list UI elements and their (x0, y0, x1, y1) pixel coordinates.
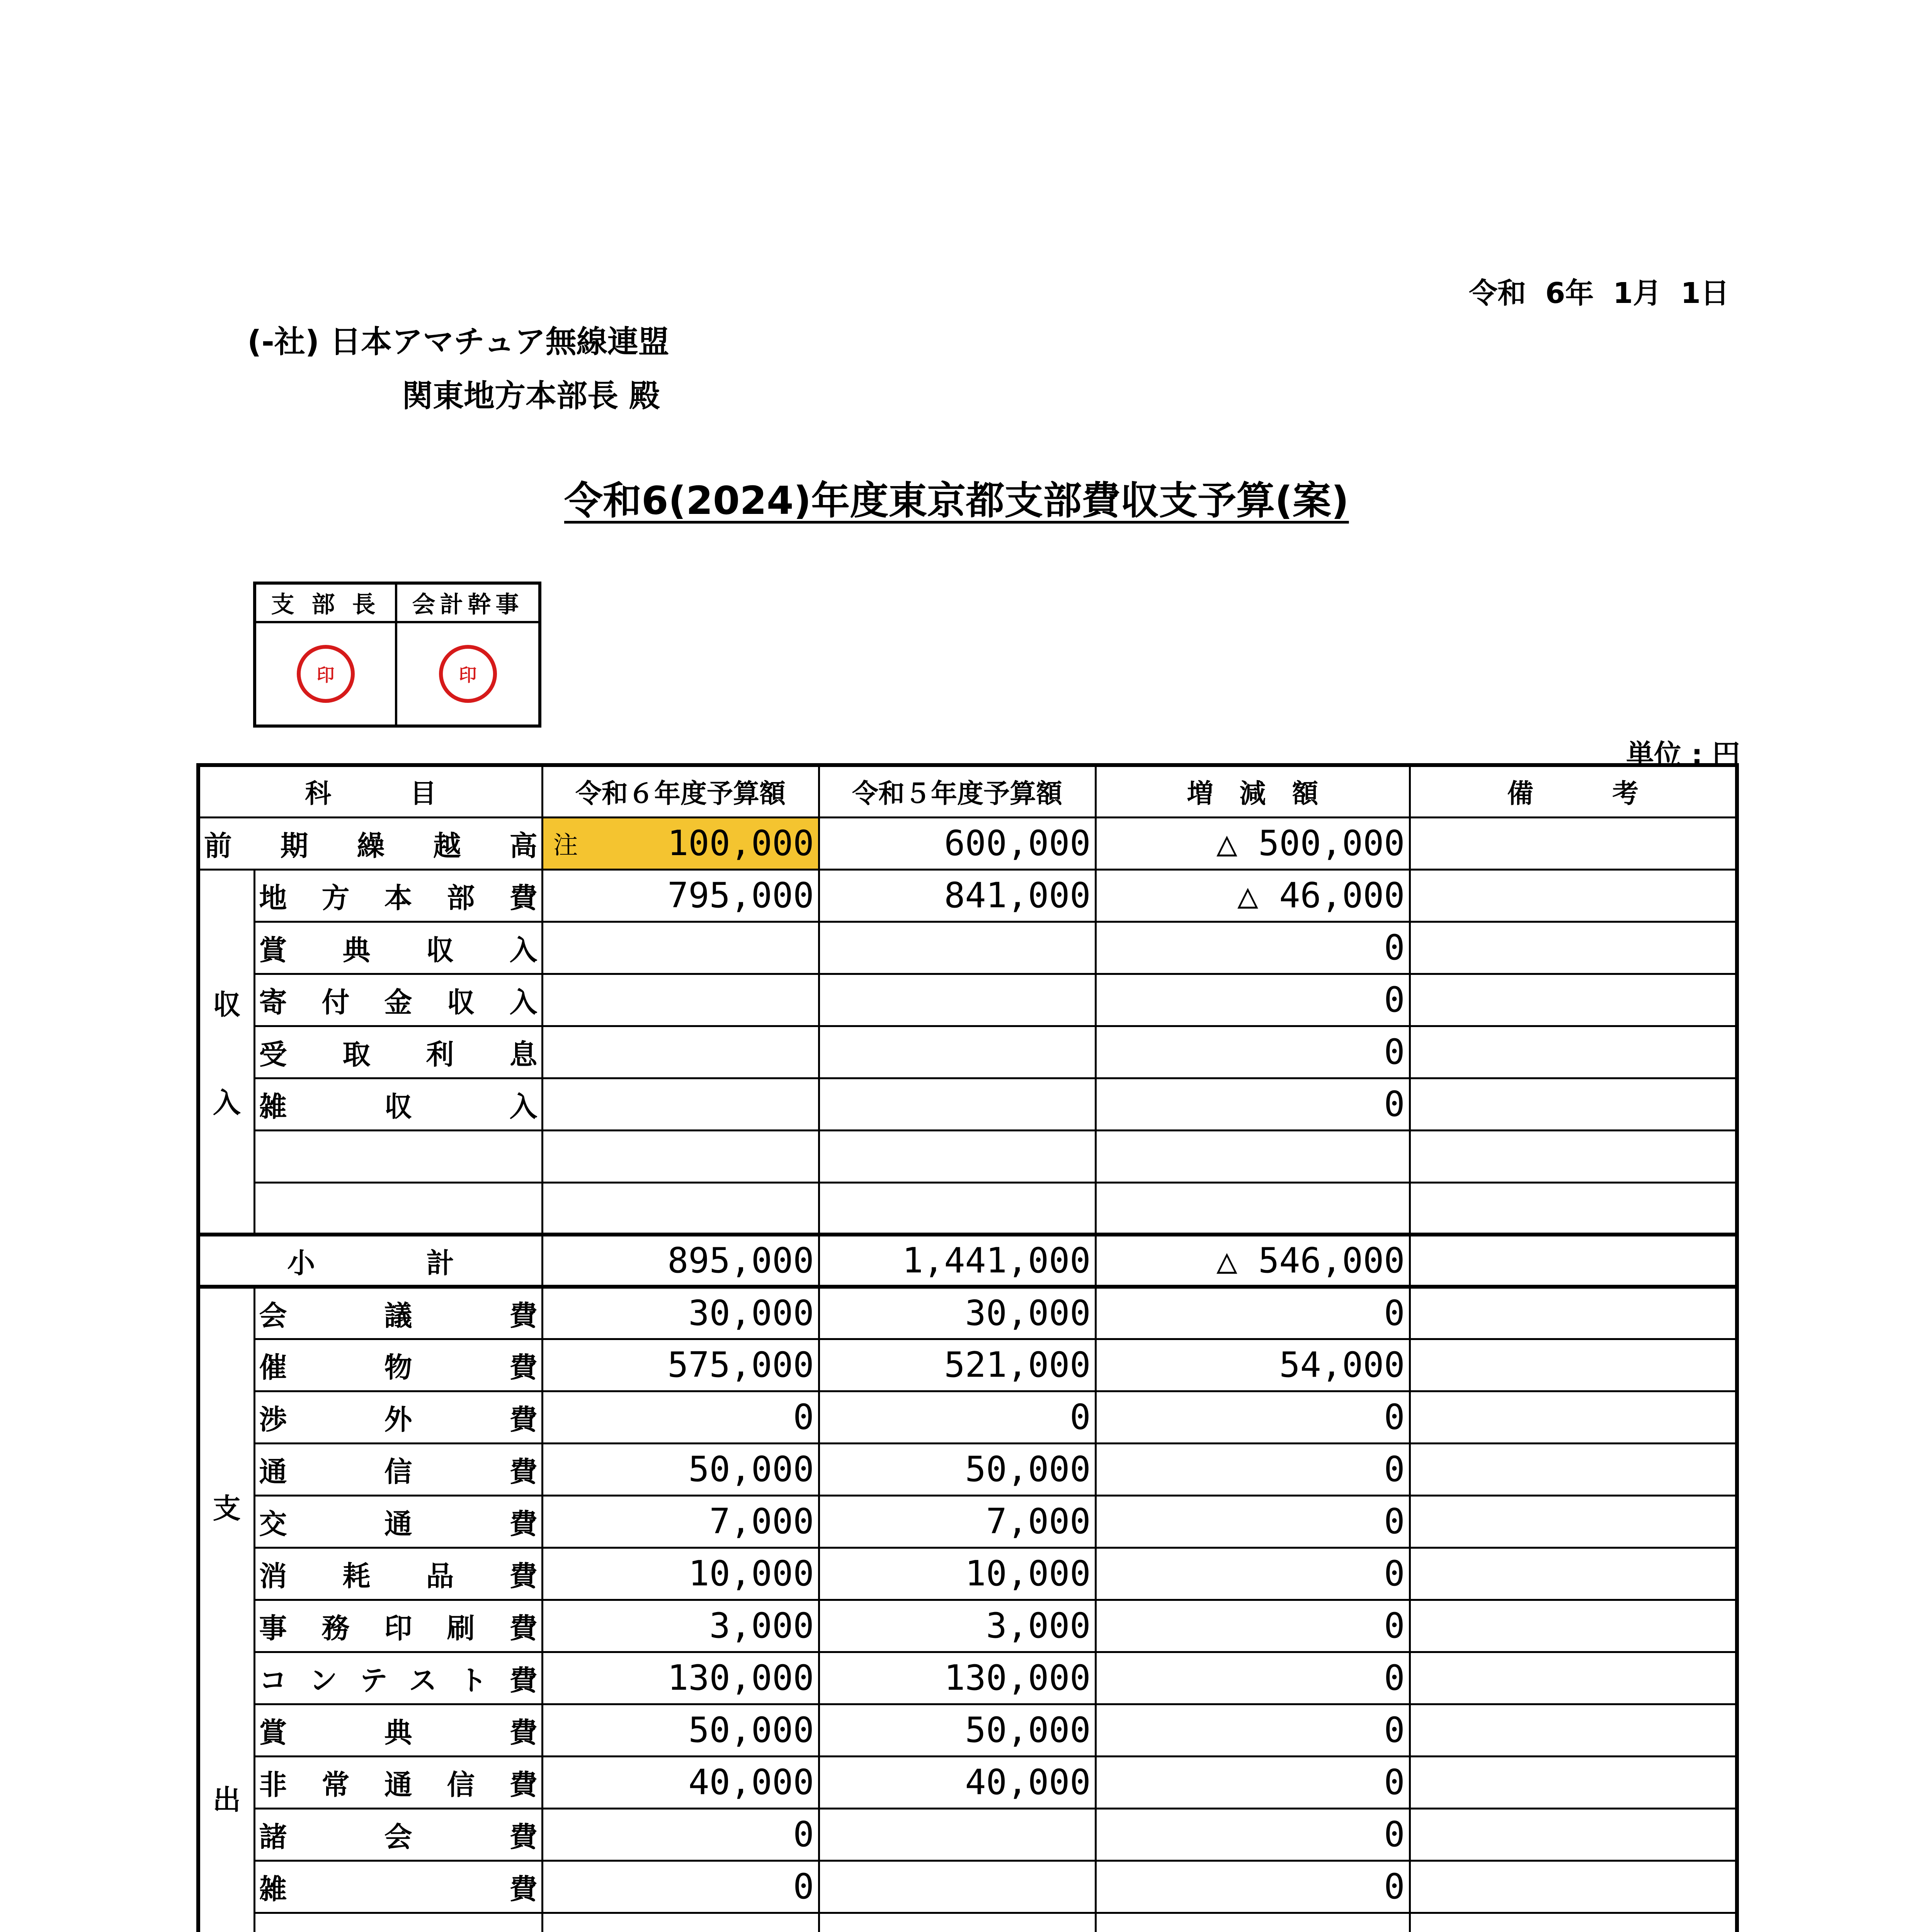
cell-diff: 0 (1096, 1391, 1410, 1443)
document-date: 令和 6年 1月 1日 (1469, 277, 1729, 310)
approval-label-treasurer: 会計幹事 (397, 585, 538, 623)
cell-remarks (1410, 1026, 1737, 1078)
row-label: 寄付金収入 (254, 974, 542, 1026)
note-marker: 注 (553, 831, 578, 860)
table-row (198, 1652, 1737, 1704)
cell-r6: 0 (542, 1861, 819, 1913)
cell-diff: 0 (1096, 1287, 1410, 1339)
cell-diff: 0 (1096, 1078, 1410, 1130)
cell-r6: 0 (542, 1808, 819, 1861)
cell-r6: 10,000 (542, 1548, 819, 1600)
table-row (198, 1391, 1737, 1443)
cell-diff: 0 (1096, 1808, 1410, 1861)
cell-diff: 0 (1096, 1443, 1410, 1495)
empty-row (198, 1130, 1737, 1182)
cell-remarks (1410, 1704, 1737, 1756)
table-row (198, 1287, 1737, 1339)
header-subject: 科 目 (198, 765, 542, 817)
unit-label: 単位 : 円 (1626, 738, 1740, 771)
cell-r5 (819, 974, 1096, 1026)
cell-remarks (1410, 1339, 1737, 1391)
cell-r5 (819, 922, 1096, 974)
cell-diff: △ 546,000 (1096, 1235, 1410, 1287)
row-label: 会議費 (254, 1287, 542, 1339)
cell-diff: 0 (1096, 922, 1410, 974)
cell-r5: 3,000 (819, 1600, 1096, 1652)
cell-r5: 7,000 (819, 1495, 1096, 1548)
cell-remarks (1410, 1652, 1737, 1704)
document-title: 令和6(2024)年度東京都支部費収支予算(案) (564, 478, 1349, 523)
cell-r5 (819, 1861, 1096, 1913)
cell-r5: 30,000 (819, 1287, 1096, 1339)
cell-remarks (1410, 1391, 1737, 1443)
expense-category-label: 支 出 (198, 1287, 254, 1932)
cell-r5: 0 (819, 1391, 1096, 1443)
cell-diff: 0 (1096, 1652, 1410, 1704)
cell-r6 (542, 1078, 819, 1130)
table-row (198, 1078, 1737, 1130)
cell-diff: △ 46,000 (1096, 869, 1410, 922)
cell-r6: 30,000 (542, 1287, 819, 1339)
cell-diff: 0 (1096, 1600, 1410, 1652)
row-label: 交通費 (254, 1495, 542, 1548)
cell-remarks (1410, 869, 1737, 922)
cell-r6 (542, 1026, 819, 1078)
cell-r5 (819, 1078, 1096, 1130)
cell-remarks (1410, 1861, 1737, 1913)
cell-r5: 521,000 (819, 1339, 1096, 1391)
cell-diff: 0 (1096, 1756, 1410, 1808)
table-row (198, 1600, 1737, 1652)
cell-diff: 0 (1096, 974, 1410, 1026)
cell-r5: 130,000 (819, 1652, 1096, 1704)
cell-r6: 575,000 (542, 1339, 819, 1391)
row-label: 事務印刷費 (254, 1600, 542, 1652)
cell-remarks (1410, 1078, 1737, 1130)
table-row (198, 974, 1737, 1026)
cell-r6: 7,000 (542, 1495, 819, 1548)
row-label: 諸会費 (254, 1808, 542, 1861)
cell-r6: 50,000 (542, 1443, 819, 1495)
addressee-title: 関東地方本部長 殿 (402, 378, 660, 414)
approval-box (253, 582, 541, 728)
cell-r5: 841,000 (819, 869, 1096, 922)
header-difference: 増 減 額 (1096, 765, 1410, 817)
approval-label-branch-head: 支 部 長 (256, 585, 397, 623)
cell-diff: △ 500,000 (1096, 817, 1410, 869)
table-row (198, 1756, 1737, 1808)
row-label: 受取利息 (254, 1026, 542, 1078)
table-row (198, 1861, 1737, 1913)
cell-diff: 0 (1096, 1495, 1410, 1548)
cell-remarks (1410, 922, 1737, 974)
table-row (198, 1548, 1737, 1600)
header-r5-budget: 令和５年度予算額 (819, 765, 1096, 817)
income-category-label: 収 入 (198, 869, 254, 1235)
income-subtotal-row (198, 1235, 1737, 1287)
budget-table (196, 763, 1739, 1932)
prior-carryover-r6-cell[interactable] (542, 817, 819, 869)
approval-seal-cell-1 (256, 623, 397, 724)
cell-r6: 795,000 (542, 869, 819, 922)
cell-remarks (1410, 817, 1737, 869)
cell-remarks (1410, 1235, 1737, 1287)
table-row (198, 869, 1737, 922)
cell-r5 (819, 1808, 1096, 1861)
header-r6-budget: 令和６年度予算額 (542, 765, 819, 817)
cell-r6: 3,000 (542, 1600, 819, 1652)
table-row (198, 1339, 1737, 1391)
row-label: 非常通信費 (254, 1756, 542, 1808)
cell-r5: 1,441,000 (819, 1235, 1096, 1287)
cell-remarks (1410, 1548, 1737, 1600)
row-label: 賞典収入 (254, 922, 542, 974)
empty-row (198, 1913, 1737, 1932)
cell-diff: 0 (1096, 1704, 1410, 1756)
cell-remarks (1410, 974, 1737, 1026)
empty-row (198, 1182, 1737, 1235)
row-label: 賞典費 (254, 1704, 542, 1756)
row-label: 催物費 (254, 1339, 542, 1391)
table-row (198, 922, 1737, 974)
cell-remarks (1410, 1756, 1737, 1808)
cell-value: 100,000 (667, 823, 814, 864)
cell-remarks (1410, 1600, 1737, 1652)
cell-r6: 50,000 (542, 1704, 819, 1756)
approval-seal-cell-2 (397, 623, 538, 724)
row-label: コンテスト費 (254, 1652, 542, 1704)
row-label: 地方本部費 (254, 869, 542, 922)
cell-r5: 50,000 (819, 1704, 1096, 1756)
cell-r6 (542, 922, 819, 974)
table-header-row (198, 765, 1737, 817)
cell-r6: 895,000 (542, 1235, 819, 1287)
table-row (198, 1026, 1737, 1078)
cell-remarks (1410, 1808, 1737, 1861)
cell-r6: 0 (542, 1391, 819, 1443)
table-row (198, 1808, 1737, 1861)
row-label: 渉外費 (254, 1391, 542, 1443)
cell-r5: 50,000 (819, 1443, 1096, 1495)
table-row (198, 1704, 1737, 1756)
cell-diff: 0 (1096, 1861, 1410, 1913)
row-label: 雑収入 (254, 1078, 542, 1130)
row-label: 消耗品費 (254, 1548, 542, 1600)
cell-remarks (1410, 1287, 1737, 1339)
header-remarks: 備 考 (1410, 765, 1737, 817)
row-label: 雑費 (254, 1861, 542, 1913)
cell-r6: 130,000 (542, 1652, 819, 1704)
table-row (198, 1495, 1737, 1548)
row-label: 前期繰越高 (198, 817, 542, 869)
cell-remarks (1410, 1443, 1737, 1495)
cell-diff: 54,000 (1096, 1339, 1410, 1391)
cell-r6 (542, 974, 819, 1026)
cell-r6: 40,000 (542, 1756, 819, 1808)
row-label: 小 計 (198, 1235, 542, 1287)
prior-carryover-row (198, 817, 1737, 869)
table-row (198, 1443, 1737, 1495)
cell-r5: 40,000 (819, 1756, 1096, 1808)
addressee-organization: (-社) 日本アマチュア無線連盟 (247, 324, 669, 360)
cell-diff: 0 (1096, 1026, 1410, 1078)
cell-diff: 0 (1096, 1548, 1410, 1600)
hanko-seal-stamp: 印 (297, 645, 355, 703)
cell-r5 (819, 1026, 1096, 1078)
row-label: 通信費 (254, 1443, 542, 1495)
hanko-seal-stamp: 印 (439, 645, 497, 703)
cell-remarks (1410, 1495, 1737, 1548)
cell-r5: 10,000 (819, 1548, 1096, 1600)
cell-r5: 600,000 (819, 817, 1096, 869)
